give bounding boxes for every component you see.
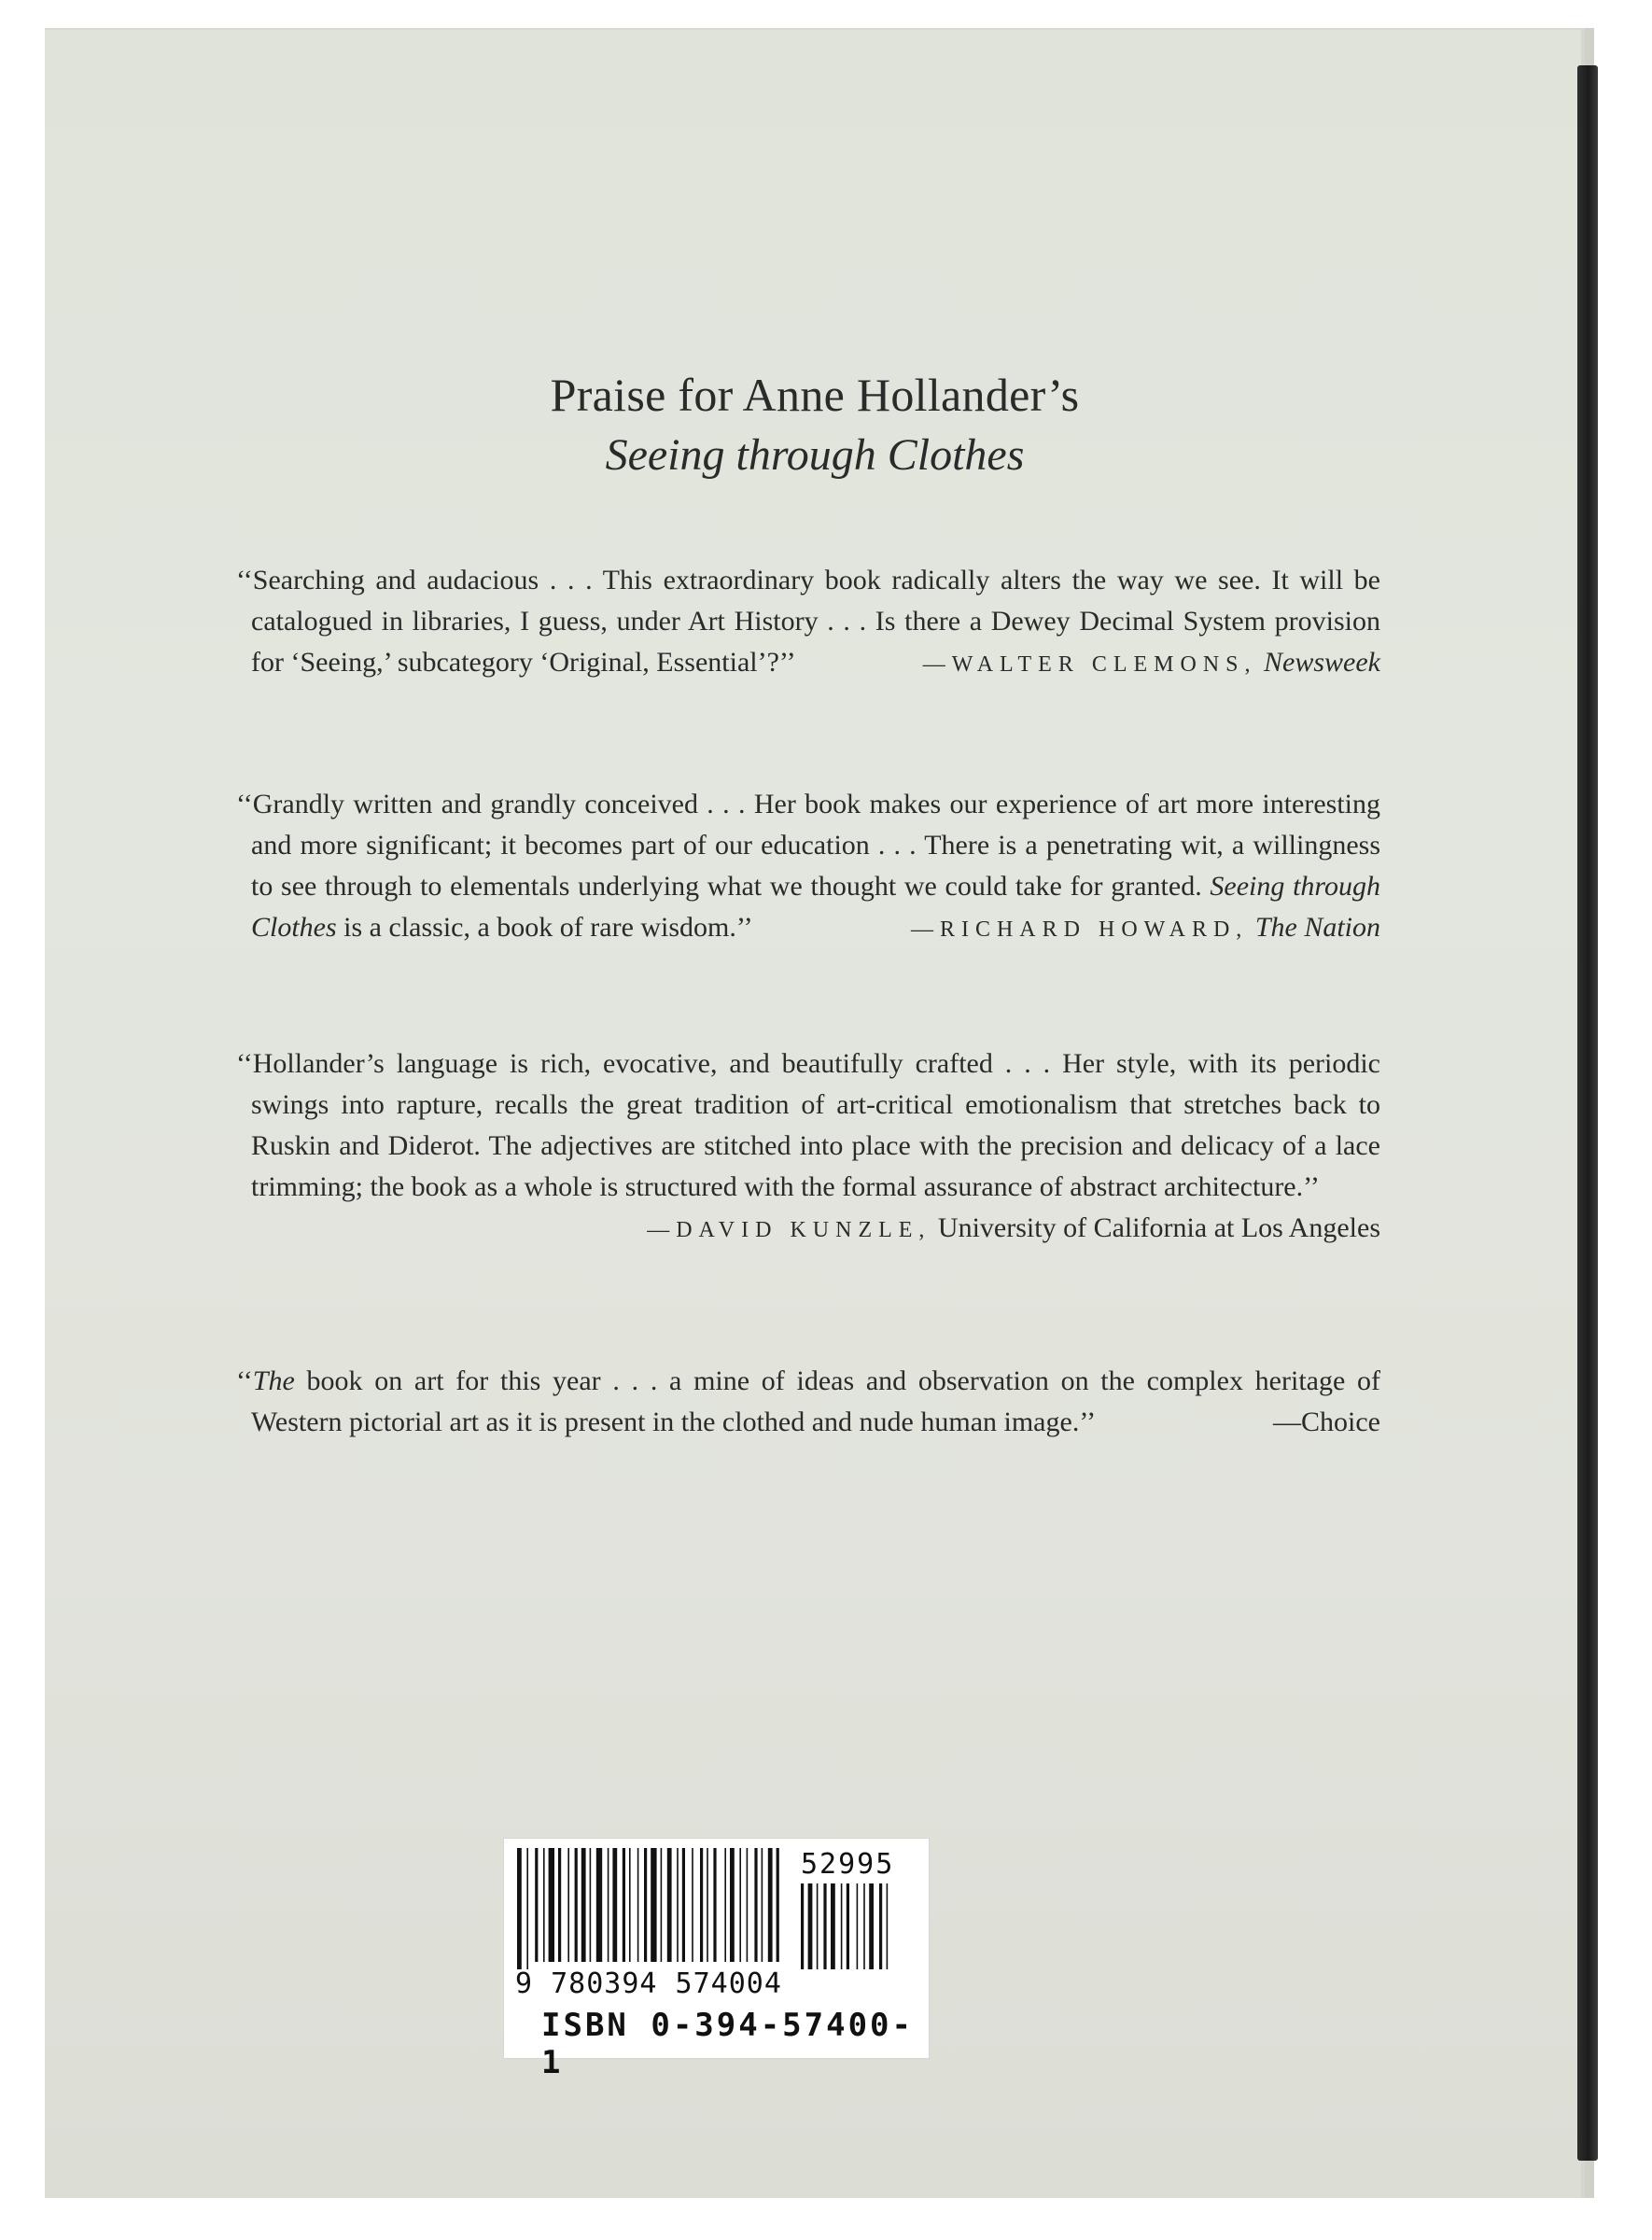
barcode-bar: [581, 1848, 586, 1962]
barcode-bar: [692, 1848, 693, 1962]
review-quote-1: [236, 560, 1380, 685]
barcode-bar: [549, 1848, 554, 1962]
review-quote-2: [236, 784, 1380, 950]
addon-bar: [808, 1883, 813, 1969]
isbn-number: ISBN 0-394-57400-1: [541, 2007, 914, 2081]
open-quote: ‘‘: [236, 1365, 253, 1396]
addon-digits: 52995: [801, 1848, 895, 1881]
barcode-bar: [608, 1848, 609, 1962]
addon-bar: [869, 1883, 874, 1969]
barcode-bar: [768, 1848, 773, 1962]
affiliation: University of California at Los Angeles: [937, 1212, 1380, 1243]
publication: The Nation: [1254, 912, 1380, 943]
review-quote-3: [236, 1043, 1380, 1251]
quote-attribution: [922, 642, 1380, 685]
quote-text: book on art for this year . . . a mine of ideas and observation on the complex heritage of Western pictorial art as it is present in the clothed and nude human image.’’: [251, 1365, 1380, 1437]
barcode-bar: [535, 1848, 538, 1962]
barcode-bar: [644, 1848, 647, 1962]
barcode-bar: [730, 1848, 735, 1962]
barcode-bar: [526, 1848, 528, 1969]
addon-bar: [831, 1883, 835, 1969]
barcode-bar: [623, 1848, 625, 1962]
ean-digits: 9 780394 574004: [515, 1967, 782, 2000]
addon-bar: [847, 1883, 849, 1969]
barcode-bar: [517, 1848, 522, 1969]
barcode-bar: [661, 1848, 663, 1962]
quote-attribution: [251, 1208, 1380, 1251]
barcode-bar: [754, 1848, 757, 1962]
reviewer-name: —WALTER CLEMONS,: [922, 652, 1257, 677]
barcode-bar: [762, 1848, 763, 1962]
reviewer-name: —RICHARD HOWARD,: [910, 917, 1249, 942]
quote-text: ‘‘Hollander’s language is rich, evocative, and beautifully crafted . . . Her style, with its periodic swings into rapture, recalls the great tradition of art-critical emotionalism that stretches back to Ruskin and Diderot. The adjectives are stitched into place with the precision and delicacy of a lace trimming; the book as a whole is structured with the formal assurance of abstract architecture.’’: [236, 1048, 1380, 1202]
addon-bar: [841, 1883, 843, 1969]
publication: Newsweek: [1264, 647, 1380, 678]
addon-bar: [801, 1883, 804, 1969]
barcode-bar: [667, 1848, 672, 1962]
barcode-label: [504, 1839, 929, 2081]
barcode-bar: [747, 1848, 749, 1962]
barcode-bar: [777, 1848, 779, 1962]
barcode-bar: [575, 1848, 578, 1962]
quote-italic-word: The: [252, 1365, 295, 1396]
quote-text: ‘‘Grandly written and grandly conceived . . . Her book makes our experience of art more interesting and more significant; it becomes part of our education . . . There is a penetrating wit, a willingness to see through to elementals underlying what we thought we could take for granted.: [236, 789, 1380, 902]
quote-text-end: is a classic, a book of rare wisdom.’’: [336, 912, 753, 943]
addon-bar: [857, 1883, 859, 1969]
barcode-bar: [700, 1848, 703, 1962]
reviewer-name: —DAVID KUNZLE,: [647, 1218, 931, 1242]
barcode-bar: [637, 1848, 639, 1962]
heading-line-1: Praise for Anne Hollander’s: [550, 369, 1080, 421]
addon-bar: [823, 1883, 826, 1969]
barcode-bar: [713, 1848, 716, 1962]
quote-text: ‘‘Searching and audacious . . . This extraordinary book radically alters the way we see. It will be catalogued in libraries, I guess, under Art History . . . Is there a Dewey Decimal System provision for ‘Seeing,’ subcategory ‘Original, Essential’?’’: [236, 565, 1380, 678]
praise-heading: [45, 364, 1585, 485]
barcode-bar: [739, 1848, 741, 1962]
barcode-bar: [629, 1848, 631, 1962]
barcode-bar: [682, 1848, 685, 1962]
quote-attribution: —Choice: [1273, 1407, 1380, 1437]
barcode-bar: [596, 1848, 602, 1962]
barcode-bar: [677, 1848, 679, 1962]
barcode-bar: [651, 1848, 656, 1962]
barcode-bar: [612, 1848, 617, 1962]
addon-bar: [887, 1883, 889, 1969]
quote-title-italic: Seeing through Clothes: [251, 871, 1380, 943]
barcode-bar: [543, 1848, 545, 1962]
review-quote-4: [236, 1361, 1380, 1443]
barcode-bar: [724, 1848, 726, 1962]
barcode-bar: [707, 1848, 708, 1962]
heading-book-title: Seeing through Clothes: [605, 430, 1025, 480]
addon-bar: [863, 1883, 865, 1969]
barcode-bar: [558, 1848, 561, 1962]
addon-bar: [879, 1883, 882, 1969]
barcode-bar: [567, 1848, 569, 1962]
quote-attribution: [910, 907, 1380, 950]
barcode-bar: [590, 1848, 592, 1962]
addon-bar: [817, 1883, 819, 1969]
